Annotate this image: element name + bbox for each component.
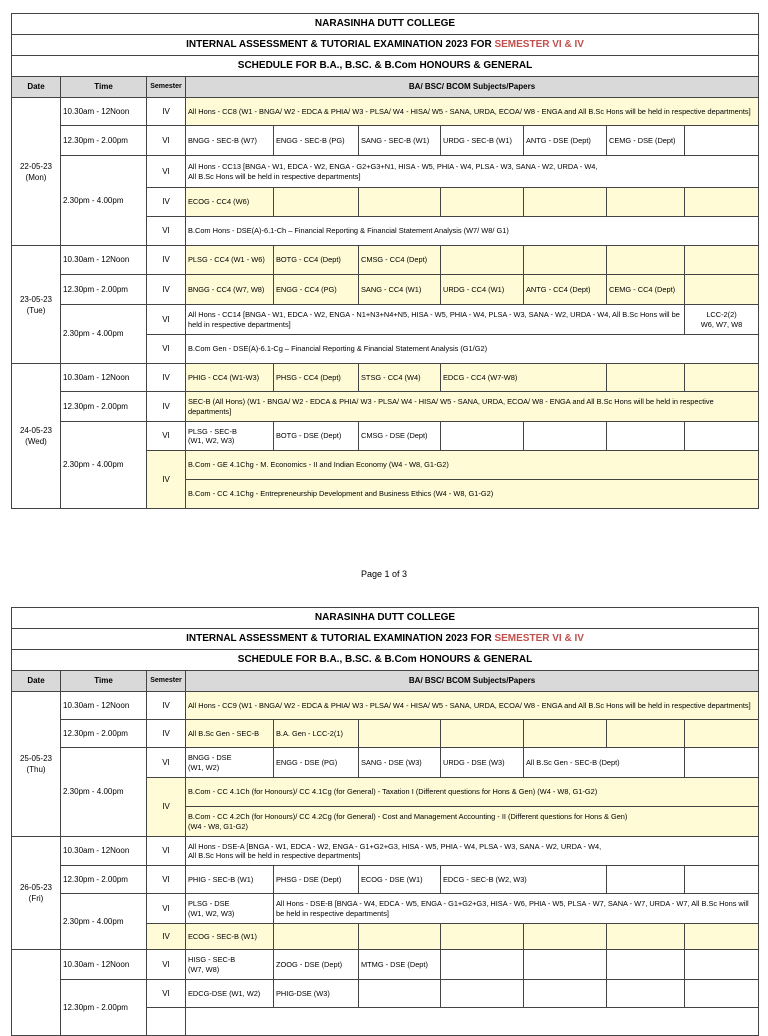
empty-cell bbox=[359, 980, 441, 1008]
time-cell: 10.30am - 12Noon bbox=[61, 837, 147, 866]
subject-cell: URDG - SEC-B (W1) bbox=[441, 126, 524, 156]
empty-cell bbox=[685, 950, 759, 980]
semester-cell: IV bbox=[147, 924, 186, 950]
time-cell: 12.30pm - 2.00pm bbox=[61, 126, 147, 156]
empty-cell bbox=[524, 720, 607, 748]
subject-cell: EDCG - CC4 (W7-W8) bbox=[441, 364, 607, 392]
subject-cell: ANTG - CC4 (Dept) bbox=[524, 275, 607, 305]
subject-cell: All Hons - CC8 (W1 - BNGA/ W2 - EDCA & PHIA/ W3 - PLSA/ W4 - HISA/ W5 - SANA, URDA, ECOA/ W8 - ENGA and All B.Sc Hons will be held in respective departments] bbox=[186, 98, 759, 126]
empty-cell bbox=[274, 924, 359, 950]
time-cell: 2.30pm - 4.00pm bbox=[61, 156, 147, 246]
subject-cell: ENGG - CC4 (PG) bbox=[274, 275, 359, 305]
time-cell: 12.30pm - 2.00pm bbox=[61, 980, 147, 1036]
semester-cell: VI bbox=[147, 980, 186, 1008]
subject-cell: ECOG - CC4 (W6) bbox=[186, 188, 274, 217]
semester-cell: VI bbox=[147, 217, 186, 246]
subject-cell: ANTG - DSE (Dept) bbox=[524, 126, 607, 156]
empty-cell bbox=[607, 246, 685, 275]
subject-cell: All Hons - DSE-A [BNGA - W1, EDCA - W2, ENGA - G1+G2+G3, HISA - W5, PHIA - W4, PLSA - W3, SANA - W2, URDA - W4, All B.Sc Hons will be held in respective departments] bbox=[186, 837, 759, 866]
time-cell: 12.30pm - 2.00pm bbox=[61, 866, 147, 894]
table-row bbox=[12, 980, 759, 1008]
subject-cell: ENGG - SEC-B (PG) bbox=[274, 126, 359, 156]
subject-cell: All Hons - CC13 [BNGA - W1, EDCA - W2, ENGA - G2+G3+N1, HISA - W5, PHIA - W4, PLSA - W3, SANA - W2, URDA - W4, All B.Sc Hons will be held in respective departments] bbox=[186, 156, 759, 188]
schedule-title: SCHEDULE FOR B.A., B.SC. & B.Com HONOURS & GENERAL bbox=[12, 56, 759, 77]
date-cell: 23-05-23 (Tue) bbox=[12, 246, 61, 364]
table-row bbox=[12, 720, 759, 748]
table-row bbox=[12, 866, 759, 894]
subject-cell: B.Com - GE 4.1Chg - M. Economics - II and Indian Economy (W4 - W8, G1-G2) bbox=[186, 451, 759, 480]
empty-cell bbox=[607, 866, 685, 894]
empty-cell bbox=[441, 980, 524, 1008]
time-cell: 10.30am - 12Noon bbox=[61, 364, 147, 392]
semester-cell: VI bbox=[147, 422, 186, 451]
time-cell: 2.30pm - 4.00pm bbox=[61, 305, 147, 364]
subject-cell: B.Com Gen - DSE(A)-6.1-Cg – Financial Reporting & Financial Statement Analysis (G1/G2) bbox=[186, 335, 759, 364]
empty-cell bbox=[524, 980, 607, 1008]
empty-cell bbox=[359, 188, 441, 217]
subject-cell: All Hons - DSE-B [BNGA - W4, EDCA - W5, ENGA - G1+G2+G3, HISA - W6, PHIA - W5, PLSA - W7, SANA - W7, URDA - W7, All B.Sc Hons will be held in respective departments] bbox=[274, 894, 759, 924]
subject-cell: EDCG - SEC-B (W2, W3) bbox=[441, 866, 607, 894]
table-row bbox=[12, 246, 759, 275]
table-row bbox=[12, 126, 759, 156]
semester-cell: VI bbox=[147, 866, 186, 894]
col-header-subjects: BA/ BSC/ BCOM Subjects/Papers bbox=[186, 77, 759, 98]
subject-cell: URDG - DSE (W3) bbox=[441, 748, 524, 778]
subject-cell: B.Com Hons - DSE(A)-6.1-Ch – Financial Reporting & Financial Statement Analysis (W7/ W8/ G1) bbox=[186, 217, 759, 246]
subject-cell: MTMG - DSE (Dept) bbox=[359, 950, 441, 980]
subject-cell: SEC-B (All Hons) (W1 - BNGA/ W2 - EDCA & PHIA/ W3 - PLSA/ W4 - HISA/ W5 - SANA, URDA, ECOA/ W8 - ENGA and All B.Sc Hons will be held in respective departments] bbox=[186, 392, 759, 422]
schedule-table-2 bbox=[11, 607, 759, 1036]
subject-cell: HISG - SEC-B (W7, W8) bbox=[186, 950, 274, 980]
empty-cell bbox=[685, 126, 759, 156]
col-header-date: Date bbox=[12, 671, 61, 692]
semester-cell: VI bbox=[147, 748, 186, 778]
empty-cell bbox=[685, 188, 759, 217]
subject-cell: ECOG - DSE (W1) bbox=[359, 866, 441, 894]
page-number: Page 1 of 3 bbox=[360, 569, 408, 579]
semester-cell: VI bbox=[147, 837, 186, 866]
semester-cell: IV bbox=[147, 692, 186, 720]
time-cell: 12.30pm - 2.00pm bbox=[61, 720, 147, 748]
subject-cell: PLSG - CC4 (W1 - W6) bbox=[186, 246, 274, 275]
empty-cell bbox=[441, 720, 524, 748]
semester-cell: IV bbox=[147, 451, 186, 509]
subject-cell: B.Com - CC 4.1Ch (for Honours)/ CC 4.1Cg (for General) - Taxation I (Different questions for Hons & Gen) (W4 - W8, G1-G2) bbox=[186, 778, 759, 807]
time-cell: 10.30am - 12Noon bbox=[61, 98, 147, 126]
exam-title: INTERNAL ASSESSMENT & TUTORIAL EXAMINATION 2023 FOR SEMESTER VI & IV bbox=[12, 35, 759, 56]
table-row bbox=[12, 837, 759, 866]
empty-cell bbox=[524, 422, 607, 451]
time-cell: 10.30am - 12Noon bbox=[61, 950, 147, 980]
semester-cell: IV bbox=[147, 720, 186, 748]
empty-cell bbox=[685, 422, 759, 451]
empty-cell bbox=[524, 188, 607, 217]
subject-cell: BOTG - DSE (Dept) bbox=[274, 422, 359, 451]
date-cell: 25-05-23 (Thu) bbox=[12, 692, 61, 837]
subject-cell: BNGG - CC4 (W7, W8) bbox=[186, 275, 274, 305]
subject-cell: ENGG - DSE (PG) bbox=[274, 748, 359, 778]
college-name: NARASINHA DUTT COLLEGE bbox=[12, 14, 759, 35]
subject-cell: All Hons - CC14 [BNGA - W1, EDCA - W2, ENGA - N1+N3+N4+N5, HISA - W5, PHIA - W4, PLSA - W3, SANA - W2, URDA - W4, All B.Sc Hons will be held in respective departments] bbox=[186, 305, 685, 335]
subject-cell: ECOG - SEC-B (W1) bbox=[186, 924, 274, 950]
semester-cell: IV bbox=[147, 188, 186, 217]
subject-cell: BNGG - DSE (W1, W2) bbox=[186, 748, 274, 778]
empty-cell bbox=[685, 246, 759, 275]
semester-cell: IV bbox=[147, 392, 186, 422]
empty-cell bbox=[685, 980, 759, 1008]
empty-cell bbox=[685, 275, 759, 305]
subject-cell: LCC-2(2) W6, W7, W8 bbox=[685, 305, 759, 335]
semester-cell: IV bbox=[147, 364, 186, 392]
date-cell: 24-05-23 (Wed) bbox=[12, 364, 61, 509]
empty-cell bbox=[685, 748, 759, 778]
date-cell bbox=[12, 950, 61, 1036]
empty-cell bbox=[524, 246, 607, 275]
empty-cell bbox=[524, 924, 607, 950]
subject-cell: CEMG - DSE (Dept) bbox=[607, 126, 685, 156]
subject-cell: CMSG - DSE (Dept) bbox=[359, 422, 441, 451]
empty-cell bbox=[441, 422, 524, 451]
table-row bbox=[12, 98, 759, 126]
semester-cell: IV bbox=[147, 275, 186, 305]
table-row bbox=[12, 748, 759, 778]
empty-cell bbox=[607, 422, 685, 451]
subject-cell: ZOOG - DSE (Dept) bbox=[274, 950, 359, 980]
subject-cell: B.Com - CC 4.2Ch (for Honours)/ CC 4.2Cg (for General) - Cost and Management Accounting - II (Different questions for Hons & Gen) (W4 - W8, G1-G2) bbox=[186, 807, 759, 837]
college-name: NARASINHA DUTT COLLEGE bbox=[12, 608, 759, 629]
semester-cell: VI bbox=[147, 305, 186, 335]
subject-cell: PHSG - CC4 (Dept) bbox=[274, 364, 359, 392]
semester-cell: IV bbox=[147, 98, 186, 126]
subject-cell: All B.Sc Gen - SEC-B bbox=[186, 720, 274, 748]
table-row bbox=[12, 894, 759, 924]
empty-cell bbox=[607, 924, 685, 950]
schedule-table-1 bbox=[11, 13, 759, 509]
time-cell: 12.30pm - 2.00pm bbox=[61, 275, 147, 305]
subject-cell: PHSG - DSE (Dept) bbox=[274, 866, 359, 894]
semester-cell: IV bbox=[147, 246, 186, 275]
col-header-semester: Semester bbox=[147, 671, 186, 692]
col-header-date: Date bbox=[12, 77, 61, 98]
table-row bbox=[12, 422, 759, 451]
subject-cell: PLSG - SEC-B (W1, W2, W3) bbox=[186, 422, 274, 451]
subject-cell: PHIG-DSE (W3) bbox=[274, 980, 359, 1008]
subject-cell: EDCG-DSE (W1, W2) bbox=[186, 980, 274, 1008]
empty-cell bbox=[685, 866, 759, 894]
empty-cell bbox=[186, 1008, 759, 1036]
empty-cell bbox=[274, 188, 359, 217]
semester-cell: VI bbox=[147, 894, 186, 924]
empty-cell bbox=[607, 364, 685, 392]
time-cell: 2.30pm - 4.00pm bbox=[61, 748, 147, 837]
empty-cell bbox=[524, 950, 607, 980]
semester-cell: VI bbox=[147, 335, 186, 364]
semester-cell: IV bbox=[147, 778, 186, 837]
subject-cell: PLSG - DSE (W1, W2, W3) bbox=[186, 894, 274, 924]
empty-cell bbox=[607, 188, 685, 217]
exam-title: INTERNAL ASSESSMENT & TUTORIAL EXAMINATION 2023 FOR SEMESTER VI & IV bbox=[12, 629, 759, 650]
empty-cell bbox=[607, 950, 685, 980]
empty-cell bbox=[359, 924, 441, 950]
subject-cell: CEMG - CC4 (Dept) bbox=[607, 275, 685, 305]
empty-cell bbox=[359, 720, 441, 748]
time-cell: 12.30pm - 2.00pm bbox=[61, 392, 147, 422]
subject-cell: SANG - CC4 (W1) bbox=[359, 275, 441, 305]
subject-cell: CMSG - CC4 (Dept) bbox=[359, 246, 441, 275]
time-cell: 2.30pm - 4.00pm bbox=[61, 422, 147, 509]
subject-cell: B.A. Gen - LCC-2(1) bbox=[274, 720, 359, 748]
subject-cell: BOTG - CC4 (Dept) bbox=[274, 246, 359, 275]
col-header-subjects: BA/ BSC/ BCOM Subjects/Papers bbox=[186, 671, 759, 692]
empty-cell bbox=[441, 188, 524, 217]
subject-cell: SANG - DSE (W3) bbox=[359, 748, 441, 778]
subject-cell: URDG - CC4 (W1) bbox=[441, 275, 524, 305]
empty-cell bbox=[441, 924, 524, 950]
empty-cell bbox=[685, 364, 759, 392]
table-row bbox=[12, 305, 759, 335]
empty-cell bbox=[441, 950, 524, 980]
empty-cell bbox=[607, 980, 685, 1008]
schedule-title: SCHEDULE FOR B.A., B.SC. & B.Com HONOURS & GENERAL bbox=[12, 650, 759, 671]
schedule-page-1 bbox=[11, 13, 758, 509]
empty-cell bbox=[607, 720, 685, 748]
semester-cell: VI bbox=[147, 156, 186, 188]
date-cell: 26-05-23 (Fri) bbox=[12, 837, 61, 950]
date-cell: 22-05-23 (Mon) bbox=[12, 98, 61, 246]
empty-cell bbox=[685, 924, 759, 950]
table-row bbox=[12, 156, 759, 188]
subject-cell: PHIG - SEC-B (W1) bbox=[186, 866, 274, 894]
subject-cell: All Hons - CC9 (W1 - BNGA/ W2 - EDCA & PHIA/ W3 - PLSA/ W4 - HISA/ W5 - SANA, URDA, ECOA/ W8 - ENGA and All B.Sc Hons will be held in respective departments] bbox=[186, 692, 759, 720]
semester-cell: VI bbox=[147, 126, 186, 156]
subject-cell: B.Com - CC 4.1Chg - Entrepreneurship Development and Business Ethics (W4 - W8, G1-G2) bbox=[186, 480, 759, 509]
subject-cell: BNGG - SEC-B (W7) bbox=[186, 126, 274, 156]
time-cell: 2.30pm - 4.00pm bbox=[61, 894, 147, 950]
time-cell: 10.30am - 12Noon bbox=[61, 692, 147, 720]
empty-cell bbox=[441, 246, 524, 275]
col-header-time: Time bbox=[61, 77, 147, 98]
schedule-page-2 bbox=[11, 607, 758, 1036]
table-row bbox=[12, 392, 759, 422]
table-row bbox=[12, 950, 759, 980]
table-row bbox=[12, 692, 759, 720]
subject-cell: PHIG - CC4 (W1-W3) bbox=[186, 364, 274, 392]
empty-cell bbox=[685, 720, 759, 748]
subject-cell: STSG - CC4 (W4) bbox=[359, 364, 441, 392]
subject-cell: SANG - SEC-B (W1) bbox=[359, 126, 441, 156]
empty-cell bbox=[147, 1008, 186, 1036]
col-header-semester: Semester bbox=[147, 77, 186, 98]
time-cell: 10.30am - 12Noon bbox=[61, 246, 147, 275]
col-header-time: Time bbox=[61, 671, 147, 692]
table-row bbox=[12, 364, 759, 392]
subject-cell: All B.Sc Gen - SEC-B (Dept) bbox=[524, 748, 685, 778]
semester-cell: VI bbox=[147, 950, 186, 980]
table-row bbox=[12, 275, 759, 305]
